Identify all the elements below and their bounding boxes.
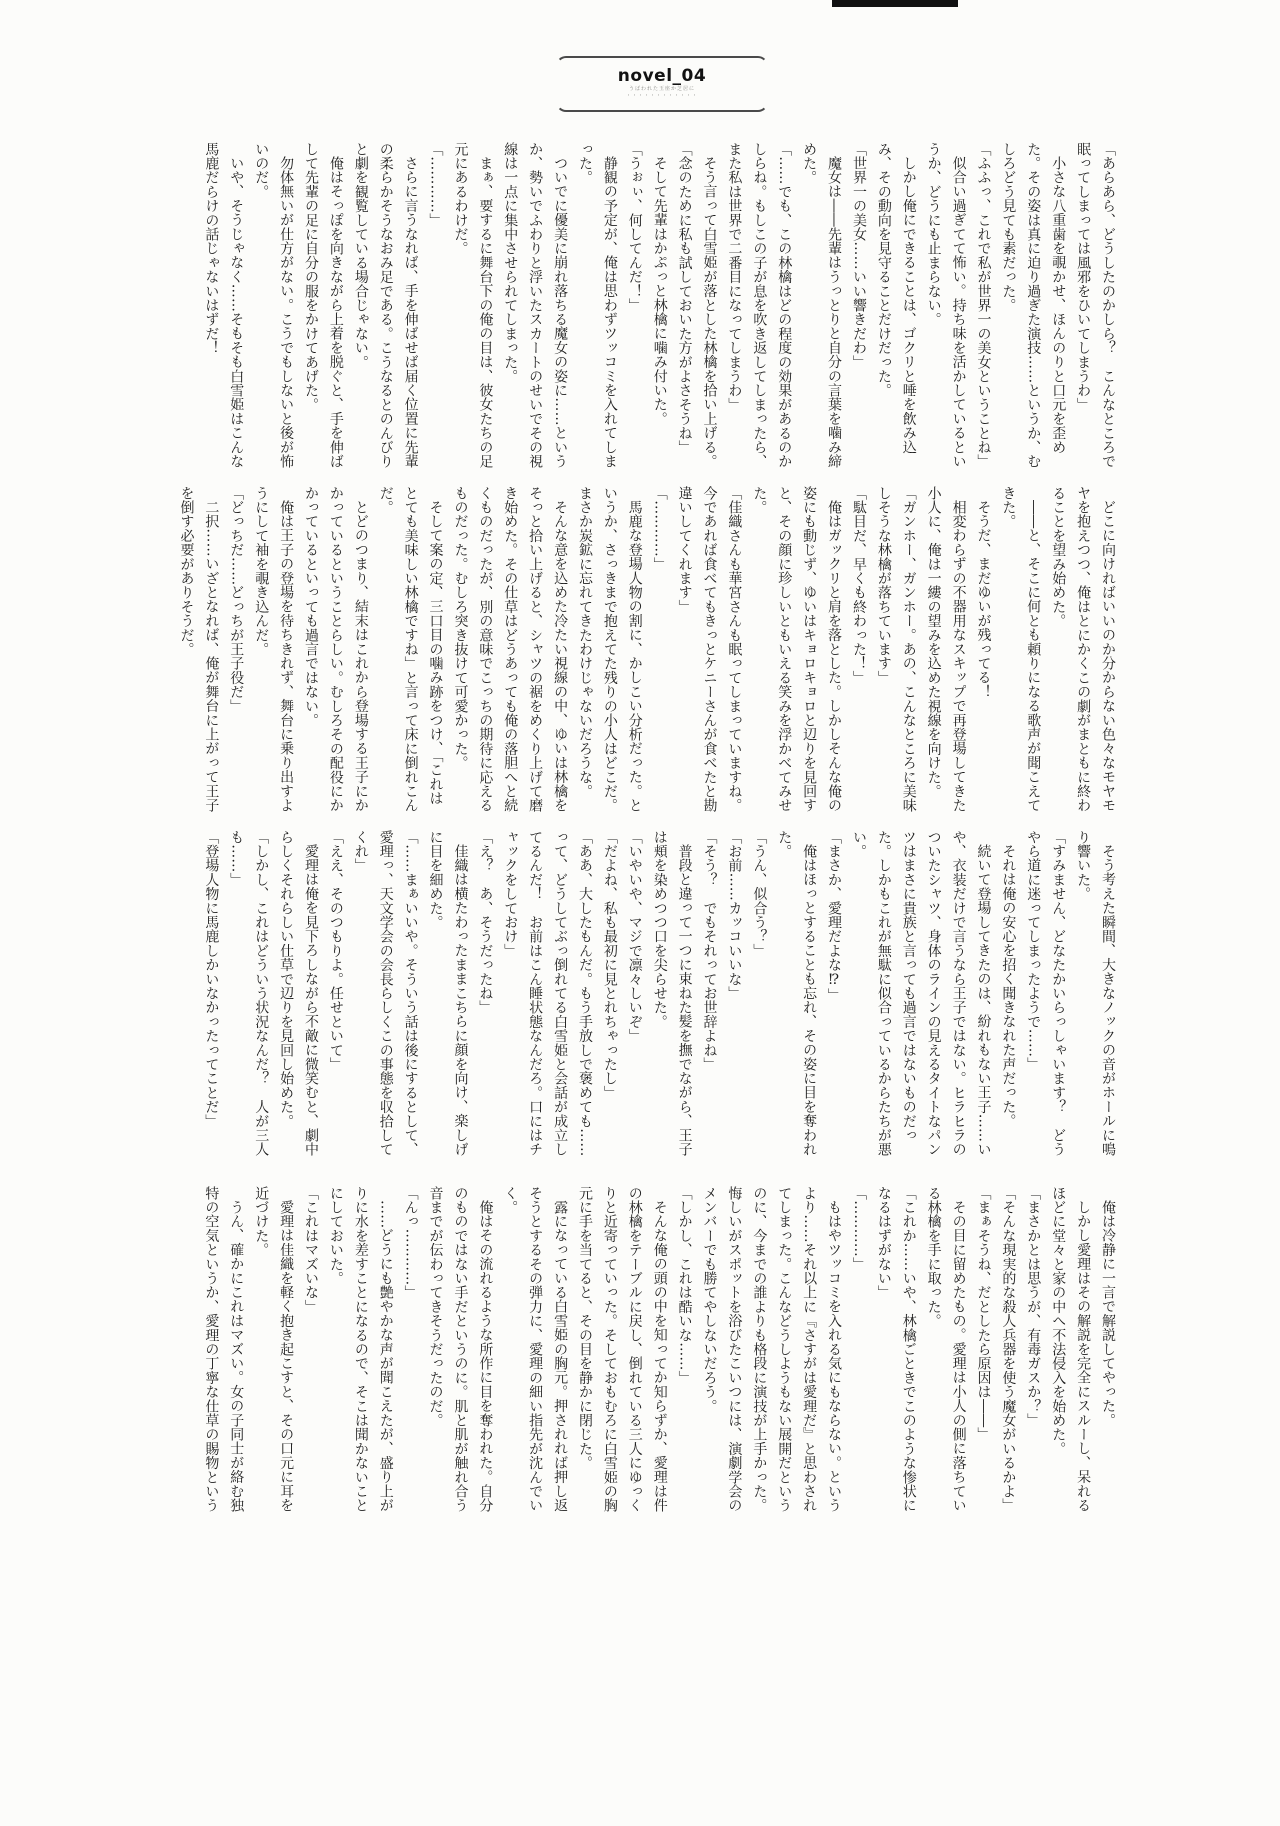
novel-paragraph: 「ああ、大したもんだ。もう手放しで褒めても……って、どうしてぶっ倒れてる白雪姫と会話が成立してるんだ！ お前はこん睡状態なんだろ。口にはチャックをしておけ」: [502, 830, 593, 1157]
novel-paragraph: 「ええ、そのつもりよ。任せといて」: [327, 830, 344, 1072]
novel-paragraph: 続いて登場してきたのは、紛れもない王子……いや、衣装だけで言うなら王子ではない。ヒラヒラのついたシャツ、身体のラインの見えるタイトなパンツはまさに貴族と言っても過言ではないものだった。しかもこれが無駄に似合っているからたちが悪い。: [850, 830, 992, 1157]
novel-paragraph: 「これはマズいな」: [303, 1186, 319, 1314]
novel-paragraph: もはやツッコミを入れる気にもならない。というより……それ以上に『さすがは愛理だ』と思わされてしまった。こんなどうしようもない展開だというのに、今までの誰よりも格段に演技が上手かった。悔しいがスポットを浴びたこいつには、演劇学会のメンバーでも勝てやしないだろう。: [701, 1186, 843, 1513]
header-caption-line1: うばわれた玉座か芝居に: [628, 85, 695, 92]
header-caption-line2: ・・・・・・・・・・・・: [625, 93, 698, 100]
novel-paragraph: どこに向ければいいのか分からない色々なモヤモヤを抱えつつ、俺はとにかくこの劇がまともに終わることを望み始めた。: [1050, 486, 1116, 813]
novel-paragraph: 馬鹿な登場人物の割に、かしこい分析だった。というか、さっきまで抱えてた残りの小人はどこだ。まさか炭鉱に忘れてきたわけじゃないだろうな。: [576, 486, 643, 813]
novel-paragraph: とどのつまり、結末はこれから登場する王子にかかっているということらしい。むしろその配役にかかっているといっても過言ではない。: [303, 486, 369, 813]
novel-paragraph: 「…………」: [850, 1186, 867, 1272]
novel-paragraph: 「…………」: [427, 142, 444, 228]
novel-paragraph: 「佳織さんも華宮さんも眠ってしまっていますね。今であれば食べてもきっとケニーさんが食べたと勘違いしてくれます」: [676, 486, 743, 813]
novel-paragraph: 勿体無いが仕方がない。こうでもしないと後が怖いのだ。: [253, 142, 295, 469]
novel-paragraph: 「お前……カッコいいな」: [726, 830, 743, 1001]
novel-paragraph: それは俺の安心を招く聞きなれた声だった。: [1000, 844, 1017, 1128]
novel-paragraph: いや、そうじゃなく……そもそも白雪姫はこんな馬鹿だらけの話じゃないはずだ！: [203, 142, 245, 469]
novel-paragraph: 「あらあら、どうしたのかしら？ こんなところで眠ってしまっては風邪をひいてしまうわ」: [1075, 142, 1116, 469]
novel-paragraph: 「しかし、これはどういう状況なんだ？ 人が三人も……」: [228, 830, 270, 1157]
novel-paragraph: 「ガンホー、ガンホー。あの、こんなところに美味しそうな林檎が落ちています」: [875, 486, 917, 813]
novel-paragraph: しかし愛理はその解説を完全にスルーし、呆れるほどに堂々と家の中へ不法侵入を始めた。: [1050, 1186, 1092, 1513]
novel-paragraph: 「そう？ でもそれってお世辞よね」: [701, 830, 718, 1072]
novel-paragraph: その目に留めたもの。愛理は小人の側に落ちている林檎を手に取った。: [925, 1186, 967, 1513]
novel-paragraph: さらに言うなれば、手を伸ばせば届く位置に先輩の柔らかそうなおみ足である。こうなるとのんびりと劇を観覧している場合じゃない。: [352, 142, 419, 469]
novel-paragraph: 「すみません、どなたかいらっしゃいます？ どうやら道に迷ってしまったようで……」: [1025, 830, 1067, 1157]
novel-paragraph: 俺は王子の登場を待ちきれず、舞台に乗り出すようにして袖を覗き込んだ。: [253, 486, 295, 813]
text-band-4: [108, 1186, 1120, 1516]
novel-paragraph: 魔女は――先輩はうっとりと自分の言葉を噛み締めた。: [801, 142, 843, 469]
novel-paragraph: そして先輩はかぷっと林檎に噛み付いた。: [651, 156, 668, 426]
novel-paragraph: 「駄目だ、早くも終わった！」: [850, 486, 867, 685]
novel-paragraph: 「念のために私も試しておいた方がよさそうね」: [676, 142, 693, 455]
novel-paragraph: 愛理は俺を見下ろしながら不敵に微笑むと、劇中らしくそれらしい仕草で辺りを見回し始めた。: [278, 830, 319, 1157]
novel-paragraph: 「ふふっ、これで私が世界一の美女ということね」: [975, 142, 992, 469]
novel-paragraph: そんな意を込めた冷たい視線の中、ゆいは林檎をそっと拾い上げると、シャツの裾をめくり上げて磨き始めた。その仕草はどうあっても俺の落胆へと続くものだったが、別の意味でこっちの期待に応えるものだった。むしろ突き抜けて可愛かった。: [452, 486, 569, 813]
novel-paragraph: そう言って白雪姫が落とした林檎を拾い上げる。: [701, 156, 718, 469]
novel-paragraph: ついでに優美に崩れ落ちる魔女の姿に……というか、勢いでふわりと浮いたスカートのせいでその視線は一点に集中させられてしまった。: [502, 142, 569, 469]
novel-paragraph: 普段と違って一つに束ねた髪を撫でながら、王子は頬を染めつつ口を尖らせた。: [651, 830, 693, 1157]
novel-paragraph: そうだ、まだゆいが残ってる！: [975, 500, 992, 699]
page-title: novel_04: [617, 66, 707, 87]
text-band-2: [108, 486, 1120, 816]
scan-edge-bar: [832, 0, 958, 7]
novel-paragraph: そして案の定、三口目の噛み跡をつけ、「これはとても美味しい林檎ですね」と言って床に倒れこんだ。: [377, 486, 444, 813]
novel-paragraph: 相変わらずの不器用なスキップで再登場してきた小人に、俺は一縷の望みを込めた視線を向けた。: [925, 486, 967, 813]
novel-paragraph: 「まぁそうね、だとしたら原因は――」: [975, 1186, 992, 1442]
novel-paragraph: 俺はそっぽを向きながら上着を脱ぐと、手を伸ばして先輩の足に自分の服をかけてあげた。: [303, 142, 344, 469]
novel-paragraph: 「だよね、私も最初に見とれちゃったし」: [601, 830, 618, 1100]
novel-paragraph: 「……でも、この林檎はどの程度の効果があるのかしらね。もしこの子が息を吹き返してしまったら、また私は世界で二番目になってしまうわ」: [726, 142, 793, 469]
novel-paragraph: 「まさか、愛理だよな⁉」: [826, 830, 843, 1003]
novel-paragraph: 俺はその流れるような所作に目を奪われた。自分のものではない手だというのに。肌と肌が触れ合う音までが伝わってきそうだったのだ。: [427, 1186, 494, 1513]
novel-paragraph: 露になっている白雪姫の胸元。押されれば押し返そうとするその弾力に、愛理の細い指先が沈んでいく。: [502, 1186, 569, 1513]
novel-paragraph: 俺はほっとすることも忘れ、その姿に目を奪われた。: [776, 830, 818, 1157]
novel-paragraph: そう考えた瞬間、大きなノックの音がホールに鳴り響いた。: [1075, 830, 1116, 1157]
novel-paragraph: しかし俺にできることは、ゴクリと唾を飲み込み、その動向を見守ることだけだった。: [875, 142, 917, 455]
novel-paragraph: 「そんな現実的な殺人兵器を使う魔女がいるかよ」: [1000, 1186, 1017, 1513]
novel-paragraph: 「え？ あ、そうだったね」: [477, 830, 494, 1015]
novel-paragraph: 「世界一の美女……いい響きだわ」: [850, 142, 867, 370]
page-header-box: [556, 56, 768, 112]
novel-paragraph: うん、確かにこれはマズい。女の子同士が絡む独特の空気というか、愛理の丁寧な仕草の賜物という: [203, 1186, 245, 1513]
novel-paragraph: 佳織は横たわったままこちらに顔を向け、楽しげに目を細めた。: [427, 830, 469, 1157]
novel-paragraph: 俺は冷静に一言で解説してやった。: [1100, 1200, 1116, 1428]
text-band-3: [108, 830, 1120, 1160]
novel-paragraph: 愛理は佳織を軽く抱き起こすと、その口元に耳を近づけた。: [253, 1186, 295, 1513]
novel-paragraph: まぁ、要するに舞台下の俺の目は、彼女たちの足元にあるわけだ。: [452, 142, 494, 469]
novel-paragraph: 「……まぁいいや。そういう話は後にするとして、愛理っ、天文学会の会長らしくこの事態を収拾してくれ」: [352, 830, 419, 1157]
novel-paragraph: 小さな八重歯を覗かせ、ほんのりと口元を歪めた。その姿は真に迫り過ぎた演技……というか、むしろどう見ても素だった。: [1000, 142, 1067, 469]
novel-paragraph: 二択……いざとなれば、俺が舞台に上がって王子を倒す必要がありそうだ。: [178, 486, 220, 813]
novel-paragraph: 「これか……いや、林檎ごときでこのような惨状になるはずがない」: [875, 1186, 917, 1513]
novel-paragraph: ――と、そこに何とも頼りになる歌声が聞こえてきた。: [1000, 486, 1042, 813]
text-band-1: [108, 142, 1120, 472]
novel-paragraph: 「登場人物に馬鹿しかいなかったってことだ」: [203, 830, 220, 1129]
novel-paragraph: 俺はガックリと肩を落とした。しかしそんな俺の姿にも動じず、ゆいはキョロキョロと辺りを見回すと、その顔に珍しいともいえる笑みを浮かべてみせた。: [751, 486, 843, 813]
novel-paragraph: 「まさかとは思うが、有毒ガスか？」: [1025, 1186, 1042, 1428]
novel-paragraph: 「うぉぃ、何してんだ！」: [626, 142, 643, 313]
novel-paragraph: 「しかし、これは酷いな……」: [676, 1186, 693, 1385]
novel-paragraph: ……どうにも艶やかな声が聞こえたが、盛り上がりに水を差すことになるので、そこは聞かないことにしておいた。: [327, 1186, 394, 1513]
novel-paragraph: 「…………」: [651, 486, 668, 572]
novel-paragraph: そんな俺の頭の中を知ってか知らずか、愛理は件の林檎をテーブルに戻し、倒れている三人にゆっくりと近寄っていった。そしておもむろに白雪姫の胸元に手を当てると、その目を静かに閉じた。: [576, 1186, 668, 1513]
novel-paragraph: 似合い過ぎてて怖い。持ち味を活かしているというか、どうにも止まらない。: [925, 142, 967, 469]
novel-paragraph: 「どっちだ……どっちが王子役だ」: [228, 486, 245, 714]
novel-paragraph: 静観の予定が、俺は思わずツッコミを入れてしまった。: [576, 142, 618, 469]
novel-paragraph: 「うん、似合う？」: [751, 830, 768, 958]
novel-paragraph: 「いやいや、マジで凛々しいぞ」: [626, 830, 643, 1043]
novel-paragraph: 「んっ…………」: [402, 1186, 419, 1300]
